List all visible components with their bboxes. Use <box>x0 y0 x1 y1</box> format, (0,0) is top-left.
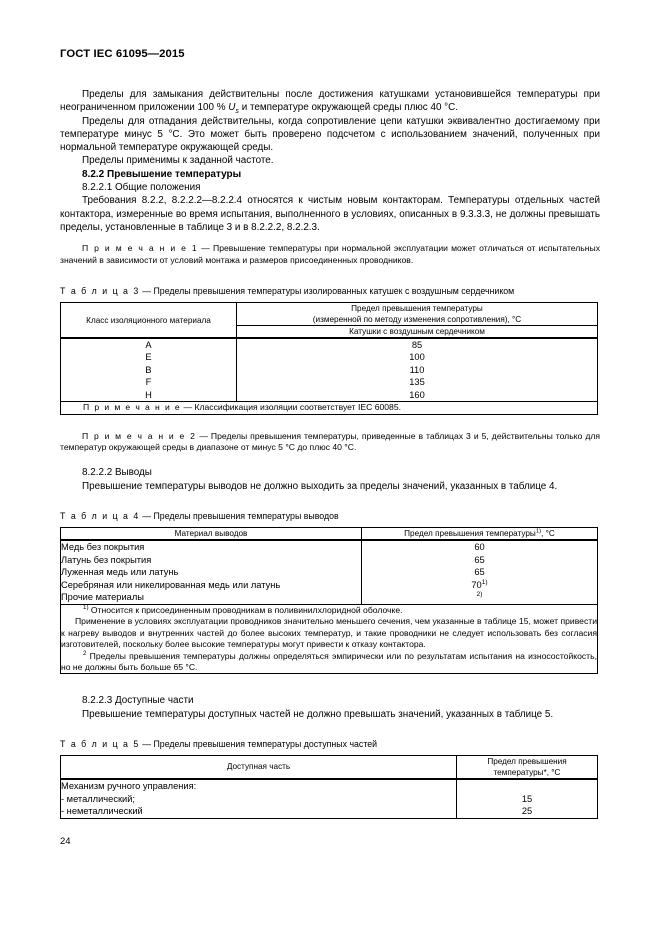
note-2-lead: П р и м е ч а н и е 2 <box>82 430 197 441</box>
paragraph-frequency-limits: Пределы применимы к заданной частоте. <box>82 155 274 167</box>
spacer <box>60 266 600 286</box>
table-3-header-limit <box>237 303 598 326</box>
note-2 <box>60 431 600 454</box>
table-5-item-0-label: - металлический; <box>61 793 135 804</box>
table-4-limit-0: 60 <box>474 541 485 552</box>
table-3-value-2: 110 <box>409 364 425 375</box>
table-3-class-list <box>61 338 237 402</box>
table-4-limit-4-sup: 2) <box>476 591 483 599</box>
table-4-footnote-1 <box>61 605 597 616</box>
symbol-us: $U_s$ <box>228 102 239 116</box>
table-4-material-1: Латунь без покрытия <box>61 554 152 565</box>
table-3-note-lead: П р и м е ч а н и е <box>83 402 182 413</box>
table-3-class-1: E <box>145 352 152 363</box>
spacer <box>60 674 600 694</box>
table-5-part-list <box>61 779 457 818</box>
table-4-limit-list <box>362 540 598 604</box>
table-4-footnote-1-marker: 1) <box>83 604 89 612</box>
paragraph-requirements: Требования 8.2.2, 8.2.2.2—8.2.2.4 относятся к чистым новым контакторам. Температуры отдельных частей контактора, измеренные во время испытания, выполненного в условиях, описанных в 9.3.3.3, не должны превышать пределы, установленные в таблице 3 и в 8.2.2.2, 8.2.2.3. <box>60 195 600 233</box>
paragraph-part-b: и температуре окружающей среды плюс 40 °С. <box>238 102 459 114</box>
table-5-caption-text: — Пределы превышения температуры доступных частей <box>139 738 378 749</box>
heading-8-2-2-2: 8.2.2.2 Выводы <box>82 467 152 479</box>
table-3-header-row-1 <box>61 303 598 326</box>
table-3-value-1: 100 <box>409 352 425 363</box>
table-4-limit-2: 65 <box>474 567 485 578</box>
table-4-header-row <box>61 527 598 540</box>
table-4-header-limit-a: Предел превышения температуры <box>404 528 536 538</box>
table-3-value-3: 135 <box>409 377 425 388</box>
table-5-header-limit <box>457 755 598 779</box>
table-5-header-row <box>61 755 598 779</box>
table-5-item-0-value: 15 <box>521 793 533 804</box>
table-4-material-2: Луженная медь или латунь <box>61 567 179 578</box>
table-5-body-row <box>61 779 598 818</box>
table-4-caption-text: — Пределы превышения температуры выводов <box>139 510 339 521</box>
document-header: ГОСТ IEC 61095—2015 <box>60 48 185 60</box>
table-5-header-limit-line2: температуры*, °С <box>493 767 561 777</box>
paragraph-terminal-limits: Превышение температуры выводов не должно выходить за пределы значений, указанных в таблице 4. <box>82 480 558 492</box>
table-3-body-row <box>61 338 598 402</box>
table-3-class-4: H <box>145 389 152 400</box>
table-3-caption-text: — Пределы превышения температуры изолированных катушек с воздушным сердечником <box>139 286 515 297</box>
table-3-note-text: — Классификация изоляции соответствует IEC 60085. <box>181 402 401 413</box>
note-1 <box>60 243 600 266</box>
table-4-header-limit <box>362 527 598 540</box>
table-4-footnote-2 <box>61 651 597 674</box>
table-3-note-par <box>61 402 597 413</box>
table-4-footnote-2-marker: 2 <box>83 649 87 657</box>
page-number: 24 <box>60 836 71 847</box>
table-5-value-list <box>457 779 598 818</box>
table-4-footnote-1-text: Относится к присоединенным проводникам в поливинилхлоридной оболочке. <box>88 604 403 615</box>
table-3-value-0: 85 <box>411 340 423 351</box>
paragraph-coil-closing-limits <box>60 88 600 115</box>
table-3-class-2: B <box>145 364 152 375</box>
page-content <box>60 48 600 819</box>
table-4-limit-1: 65 <box>474 554 485 565</box>
table-4-limit-3-sup: 1) <box>481 578 488 586</box>
table-4-header-limit-b: , °С <box>541 528 555 538</box>
table-4-caption-lead: Т а б л и ц а 4 <box>60 510 140 521</box>
spacer <box>60 415 600 431</box>
table-3-subheader-aircore: Катушки с воздушным сердечником <box>237 326 598 339</box>
table-4-footnote-1-par2: Применение в условиях эксплуатации проводников значительно меньшего сечения, чем указанные в таблице 15, может привести к нагреву выводов и внутренних частей до более высоких температур, и такие проводники не следует использовать без согласия изготовителей, поскольку более высокие температуры могут привести к отказу контактора. <box>61 616 597 650</box>
paragraph-part-a: Пределы для замыкания действительны после достижения катушками установившейся температуры при неограниченном приложении 100 % <box>60 89 600 114</box>
table-4-limit-3: 70 <box>471 579 482 590</box>
table-4-caption <box>60 511 600 521</box>
table-5-item-1-label: - неметаллический <box>61 806 143 817</box>
note-2-text: — Пределы превышения температуры, приведенные в таблицах 3 и 5, действительны только для температур окружающей среды в диапазоне от минус 5 °С до плюс 40 °С. <box>60 430 601 452</box>
table-3-header-limit-line1: Предел превышения температуры <box>351 304 483 314</box>
table-4-header-material: Материал выводов <box>61 527 362 540</box>
table-3 <box>60 302 598 414</box>
table-5-caption-lead: Т а б л и ц а 5 <box>60 738 140 749</box>
table-4-footnote-2-text: Пределы превышения температуры должны определяться эмпирически или по результатам испытания на износостойкость, но не должны быть больше 65 °С. <box>61 650 597 672</box>
table-3-class-0: A <box>145 340 152 351</box>
table-4 <box>60 527 598 674</box>
table-3-caption-lead: Т а б л и ц а 3 <box>60 286 140 297</box>
table-3-class-3: F <box>145 377 152 388</box>
table-5-blank-line <box>526 781 529 791</box>
table-3-caption <box>60 286 600 296</box>
spacer <box>60 234 600 243</box>
table-5-header-part: Доступная часть <box>61 755 457 779</box>
table-4-material-3: Серебряная или никелированная медь или латунь <box>61 579 281 590</box>
note-1-lead: П р и м е ч а н и е 1 <box>82 243 199 254</box>
table-5 <box>60 755 598 819</box>
table-4-material-4: Прочие материалы <box>61 592 144 603</box>
heading-8-2-2-3: 8.2.2.3 Доступные части <box>82 695 194 707</box>
heading-8-2-2-1: 8.2.2.1 Общие положения <box>82 182 201 194</box>
table-5-row-title: Механизм ручного управления: <box>61 780 197 791</box>
table-3-value-list <box>237 338 598 402</box>
table-5-header-limit-line1: Предел превышения <box>487 756 567 766</box>
note-1-text: — Превышение температуры при нормальной эксплуатации может отличаться от испытательных значений в зависимости от условий монтажа и размеров присоединенных проводников. <box>60 243 600 265</box>
spacer <box>60 453 600 466</box>
table-3-note-row <box>61 402 598 414</box>
table-5-caption <box>60 739 600 749</box>
heading-8-2-2: 8.2.2 Превышение температуры <box>82 168 242 180</box>
table-3-header-class: Класс изоляционного материала <box>61 303 237 339</box>
table-3-value-4: 160 <box>409 389 425 400</box>
table-4-material-list <box>61 540 362 604</box>
table-4-material-0: Медь без покрытия <box>61 541 145 552</box>
table-3-note <box>61 402 598 414</box>
table-5-item-1-value: 25 <box>521 806 533 817</box>
table-4-header-limit-sup: 1) <box>535 528 542 535</box>
paragraph-accessible-parts: Превышение температуры доступных частей не должно превышать значений, указанных в таблице 5. <box>82 708 554 720</box>
paragraph-dropout-limits: Пределы для отпадания действительны, когда сопротивление цепи катушки эквивалентно достигаемому при температуре минус 5 °С. Это может быть проверено подсчетом с использованием значений, полученных при нормальной температуре окружающей среды. <box>60 115 600 154</box>
table-3-header-limit-line2: (измеренной по методу изменения сопротивления), °С <box>312 315 522 325</box>
table-4-footnotes <box>61 604 598 673</box>
spacer <box>60 721 600 739</box>
spacer <box>60 493 600 511</box>
table-4-body-row <box>61 540 598 604</box>
table-4-footnote-row <box>61 604 598 673</box>
